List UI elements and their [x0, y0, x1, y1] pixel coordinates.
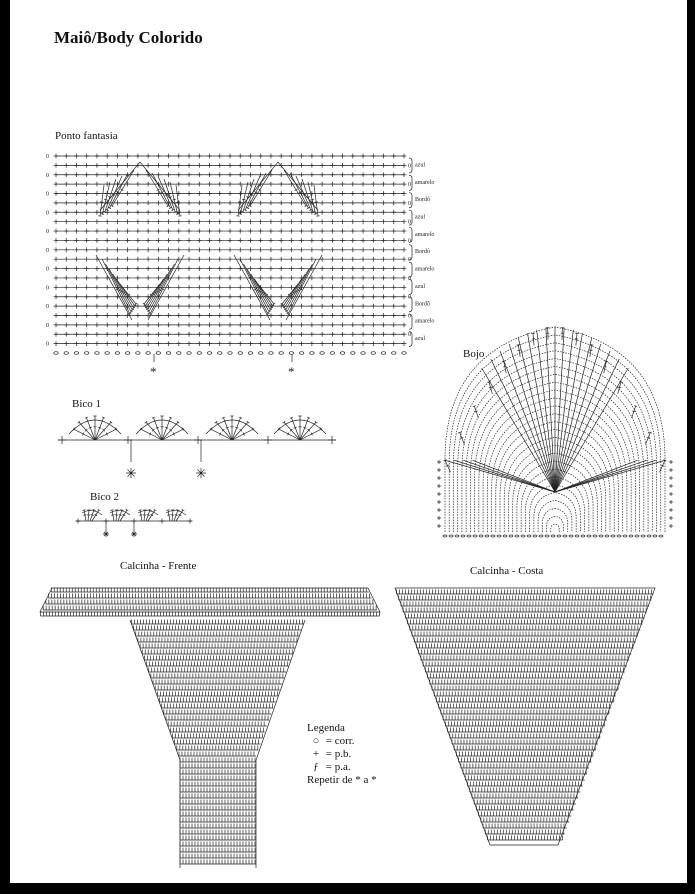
chain-mark [587, 535, 591, 537]
chain-mark [527, 535, 531, 537]
chain-mark [605, 535, 609, 537]
chain-mark [641, 535, 645, 537]
color-label: azul [415, 283, 425, 290]
chain-mark [156, 352, 160, 355]
row-start-marker: 0 [46, 154, 49, 160]
chain-mark [545, 535, 549, 537]
double-crochet-mark [283, 421, 300, 440]
chain-mark [207, 352, 211, 355]
single-crochet-mark [669, 476, 673, 480]
chain-mark [509, 535, 513, 537]
single-crochet-mark [437, 524, 441, 528]
chain-mark [623, 535, 627, 537]
double-crochet-mark [147, 264, 174, 313]
bojo-chart [437, 327, 673, 537]
row-end-marker: 0 [408, 200, 411, 207]
row-start-marker: 0 [46, 229, 49, 236]
single-crochet-mark [669, 484, 673, 488]
chain-mark [299, 352, 303, 355]
chain-mark [629, 535, 633, 537]
bojo-spoke [473, 460, 556, 492]
double-crochet-mark [278, 428, 300, 440]
double-crochet-mark [502, 361, 506, 373]
bojo-spoke [445, 460, 555, 492]
row-start-marker: 0 [46, 210, 49, 217]
single-crochet-mark [669, 516, 673, 520]
single-crochet-mark [669, 460, 673, 464]
double-crochet-mark [111, 170, 134, 207]
chain-mark [635, 535, 639, 537]
chain-mark [455, 535, 459, 537]
single-crochet-mark [437, 460, 441, 464]
chain-mark [647, 535, 651, 537]
double-crochet-mark [95, 421, 112, 440]
chain-mark [467, 535, 471, 537]
color-bracket [409, 262, 412, 277]
chain-mark [557, 535, 561, 537]
double-crochet-mark [473, 406, 479, 419]
double-crochet-mark [215, 421, 232, 440]
row-start-marker: 0 [46, 247, 49, 254]
chain-mark [503, 535, 507, 537]
chain-mark [371, 352, 375, 355]
single-crochet-mark [328, 436, 336, 444]
chain-mark [197, 352, 201, 355]
chain-mark [611, 535, 615, 537]
bojo-spoke [555, 460, 665, 492]
double-crochet-mark [78, 421, 95, 440]
row-start-marker: 0 [46, 285, 49, 292]
chain-mark [166, 352, 170, 355]
repeat-star-mark [126, 468, 136, 478]
double-crochet-mark [284, 269, 309, 311]
chain-mark [659, 535, 663, 537]
single-crochet-mark [437, 484, 441, 488]
double-crochet-mark [232, 428, 254, 440]
row-end-marker: 0 [408, 313, 411, 320]
row-start-marker: 0 [46, 172, 49, 179]
color-label: Bordô [415, 249, 430, 256]
chain-mark [187, 352, 191, 355]
row-end-marker: 0 [408, 332, 411, 339]
chain-mark [521, 535, 525, 537]
chain-mark [320, 352, 324, 355]
double-crochet-mark [73, 428, 95, 440]
double-crochet-mark [300, 421, 317, 440]
row-end-marker: 0 [408, 238, 411, 245]
row-end-marker: 0 [408, 219, 411, 226]
chain-mark [310, 352, 314, 355]
double-crochet-mark [284, 170, 307, 207]
row-start-marker: 0 [46, 191, 49, 198]
chain-mark [539, 535, 543, 537]
bico-2-chart [76, 509, 193, 537]
chain-mark [228, 352, 232, 355]
chain-mark [85, 352, 89, 355]
repeat-star-mark [131, 531, 137, 537]
bojo-spoke [491, 359, 555, 492]
chain-mark [136, 352, 140, 355]
single-crochet-mark [669, 468, 673, 472]
row-end-marker: 0 [408, 257, 411, 264]
double-crochet-mark [109, 269, 134, 311]
chain-mark [54, 352, 58, 355]
color-label: amarelo [415, 266, 435, 273]
chain-mark [361, 352, 365, 355]
double-crochet-mark [171, 510, 175, 521]
double-crochet-mark [115, 510, 119, 521]
single-crochet-mark [669, 524, 673, 528]
ponto-fantasia-chart [46, 154, 434, 379]
bojo-round [542, 508, 567, 532]
chain-mark [340, 352, 344, 355]
repeat-star-mark [103, 531, 109, 537]
chain-mark [497, 535, 501, 537]
double-crochet-mark [244, 264, 271, 313]
repeat-star-left: * [150, 364, 157, 379]
chain-mark [105, 352, 109, 355]
single-crochet-mark [160, 519, 165, 524]
single-crochet-mark [437, 492, 441, 496]
single-crochet-mark [437, 516, 441, 520]
color-label: amarelo [415, 231, 435, 238]
chain-mark [95, 352, 99, 355]
chain-mark [485, 535, 489, 537]
double-crochet-mark [632, 406, 638, 419]
chain-mark [289, 352, 293, 355]
row-end-marker: 0 [408, 163, 411, 170]
chain-mark [392, 352, 396, 355]
row-end-marker: 0 [408, 182, 411, 189]
double-crochet-mark [290, 173, 310, 209]
bojo-round [547, 516, 564, 532]
double-crochet-mark [143, 510, 147, 521]
chain-mark [279, 352, 283, 355]
double-crochet-mark [145, 421, 162, 440]
label-calcinha-frente: Calcinha - Frente [120, 560, 197, 572]
chain-mark [449, 535, 453, 537]
row-start-marker: 0 [46, 341, 49, 348]
bico-1-chart [58, 416, 336, 478]
bojo-spoke [555, 359, 619, 492]
chain-mark [563, 535, 567, 537]
chain-mark [581, 535, 585, 537]
chain-mark [351, 352, 355, 355]
chain-mark [218, 352, 222, 355]
row-end-marker: 0 [408, 275, 411, 282]
double-crochet-mark [140, 428, 162, 440]
label-bojo: Bojo [463, 348, 485, 360]
color-label: azul [415, 162, 425, 169]
bojo-spoke [555, 460, 647, 492]
double-crochet-mark [285, 264, 312, 313]
row-start-marker: 0 [46, 322, 49, 329]
single-crochet-mark [437, 508, 441, 512]
color-label: Bordô [415, 301, 430, 308]
chain-mark [330, 352, 334, 355]
double-crochet-mark [232, 421, 249, 440]
chain-mark [617, 535, 621, 537]
double-crochet-mark [531, 333, 535, 345]
chain-mark [125, 352, 129, 355]
chain-mark [551, 535, 555, 537]
chain-mark [381, 352, 385, 355]
color-label: amarelo [415, 179, 435, 186]
row-end-marker: 0 [408, 294, 411, 301]
chain-mark [259, 352, 263, 355]
single-crochet-mark [437, 476, 441, 480]
double-crochet-mark [95, 428, 117, 440]
label-bico-2: Bico 2 [90, 491, 120, 503]
repeat-star-right: * [288, 364, 295, 379]
chain-mark [146, 352, 150, 355]
chain-mark [64, 352, 68, 355]
single-crochet-mark [264, 436, 272, 444]
chain-mark [461, 535, 465, 537]
chain-mark [575, 535, 579, 537]
bojo-round [534, 493, 576, 532]
chain-mark [269, 352, 273, 355]
color-label: azul [415, 335, 425, 342]
double-crochet-mark [300, 428, 322, 440]
double-crochet-mark [604, 361, 608, 373]
single-crochet-mark [669, 500, 673, 504]
chain-mark [238, 352, 242, 355]
chain-mark [248, 352, 252, 355]
bojo-round [551, 524, 559, 532]
calcinha-costa-chart [395, 588, 655, 845]
single-crochet-mark [58, 436, 66, 444]
label-calcinha-costa: Calcinha - Costa [470, 565, 544, 577]
chain-mark [593, 535, 597, 537]
double-crochet-mark [575, 333, 579, 345]
single-crochet-mark [437, 500, 441, 504]
double-crochet-mark [210, 428, 232, 440]
double-crochet-mark [146, 170, 169, 207]
color-label: amarelo [415, 318, 435, 325]
double-crochet-mark [108, 173, 128, 209]
page-title: Maiô/Body Colorido [54, 28, 203, 47]
double-crochet-mark [646, 432, 652, 445]
single-crochet-mark [669, 492, 673, 496]
chain-mark [569, 535, 573, 537]
chain-mark [533, 535, 537, 537]
chain-mark [115, 352, 119, 355]
row-start-marker: 0 [46, 266, 49, 273]
label-ponto-fantasia: Ponto fantasia [55, 130, 118, 142]
double-crochet-mark [87, 510, 91, 521]
double-crochet-mark [246, 173, 266, 209]
single-crochet-mark [669, 508, 673, 512]
chain-mark [473, 535, 477, 537]
chain-mark [491, 535, 495, 537]
single-crochet-mark [188, 519, 193, 524]
double-crochet-mark [249, 170, 272, 207]
color-label: Bordô [415, 197, 430, 204]
bojo-spoke [454, 460, 555, 492]
chain-mark [653, 535, 657, 537]
row-start-marker: 0 [46, 304, 49, 311]
pattern-page [10, 0, 687, 883]
chain-mark [479, 535, 483, 537]
color-label: azul [415, 214, 425, 221]
chain-mark [177, 352, 181, 355]
chain-mark [599, 535, 603, 537]
chain-mark [443, 535, 447, 537]
double-crochet-mark [162, 421, 179, 440]
single-crochet-mark [437, 468, 441, 472]
single-crochet-mark [76, 519, 81, 524]
chain-mark [74, 352, 78, 355]
repeat-star-mark [196, 468, 206, 478]
chain-mark [515, 535, 519, 537]
chain-mark [402, 352, 406, 355]
bojo-spoke [555, 460, 638, 492]
double-crochet-mark [106, 264, 133, 313]
double-crochet-mark [247, 269, 272, 311]
label-bico-1: Bico 1 [72, 398, 102, 410]
double-crochet-mark [162, 428, 184, 440]
